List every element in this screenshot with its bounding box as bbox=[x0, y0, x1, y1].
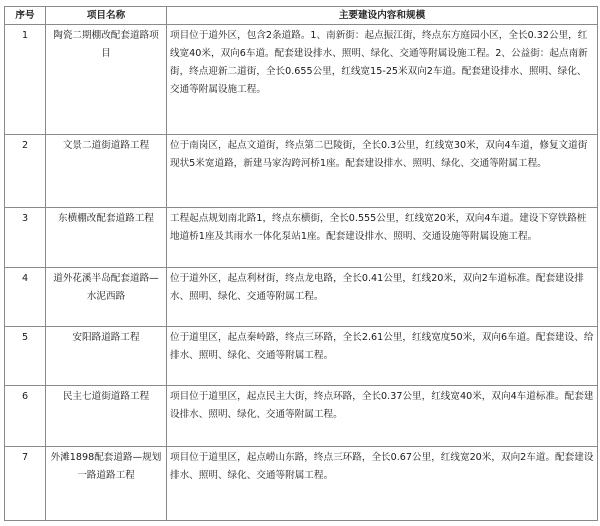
table-row bbox=[5, 327, 598, 386]
row-content: 位于道外区，起点利材街，终点龙电路，全长0.41公里，红线20米，双向2车道标准。配套建设排水、照明、绿化、交通等附属工程。 bbox=[167, 268, 598, 327]
row-number: 3 bbox=[5, 208, 46, 268]
row-project-name: 安阳路道路工程 bbox=[46, 327, 167, 386]
project-table-wrapper bbox=[4, 6, 597, 521]
row-content: 位于道里区，起点秦岭路，终点三环路，全长2.61公里，红线宽度50米，双向6车道。配套建设、给排水、照明、绿化、交通等附属工程。 bbox=[167, 327, 598, 386]
table-row bbox=[5, 208, 598, 268]
header-main-content: 主要建设内容和规模 bbox=[167, 7, 598, 25]
row-content: 工程起点规划南北路1，终点东横街，全长0.555公里，红线宽20米，双向4车道。建设下穿铁路桩地道桥1座及其雨水一体化泵站1座。配套建设排水、照明、交通设施等附属设施工程。 bbox=[167, 208, 598, 268]
header-serial-number: 序号 bbox=[5, 7, 46, 25]
row-number: 6 bbox=[5, 386, 46, 447]
project-table bbox=[4, 6, 598, 521]
header-project-name: 项目名称 bbox=[46, 7, 167, 25]
row-project-name: 东横棚改配套道路工程 bbox=[46, 208, 167, 268]
table-header-row bbox=[5, 7, 598, 25]
row-content: 项目位于道外区，包含2条道路。1、南新街：起点振江街，终点东方庭园小区，全长0.32公里，红线宽40米，双向6车道。配套建设排水、照明、绿化、交通等附属设施工程。2、公益街：起点南新街，终点迎新二道街，全长0.655公里，红线宽15-25米双向2车道。配套建设排水、照明、绿化、交通等附属设施工程。 bbox=[167, 25, 598, 135]
row-project-name: 民主七道街道路工程 bbox=[46, 386, 167, 447]
row-number: 7 bbox=[5, 447, 46, 521]
row-content: 项目位于道里区，起点民主大街，终点环路，全长0.37公里，红线宽40米，双向4车道标准。配套建设排水、照明、绿化、交通等附属工程。 bbox=[167, 386, 598, 447]
row-number: 5 bbox=[5, 327, 46, 386]
table-row bbox=[5, 268, 598, 327]
table-row bbox=[5, 25, 598, 135]
table-row bbox=[5, 386, 598, 447]
row-number: 2 bbox=[5, 135, 46, 208]
row-content: 位于南岗区，起点文道街，终点第二巴陵街，全长0.3公里，红线宽30米，双向4车道，修复文道街现状5米宽道路，新建马家沟跨河桥1座。配套建设排水、照明、绿化、交通等附属工程。 bbox=[167, 135, 598, 208]
row-content: 项目位于道里区，起点崂山东路，终点三环路，全长0.67公里，红线宽20米，双向2车道。配套建设排水、照明、绿化、交通等附属工程。 bbox=[167, 447, 598, 521]
row-project-name: 文景二道街道路工程 bbox=[46, 135, 167, 208]
row-project-name: 道外花溪半岛配套道路—水泥西路 bbox=[46, 268, 167, 327]
row-number: 1 bbox=[5, 25, 46, 135]
row-project-name: 外滩1898配套道路—规划一路道路工程 bbox=[46, 447, 167, 521]
table-row bbox=[5, 447, 598, 521]
row-project-name: 陶瓷二期棚改配套道路项目 bbox=[46, 25, 167, 135]
table-row bbox=[5, 135, 598, 208]
row-number: 4 bbox=[5, 268, 46, 327]
